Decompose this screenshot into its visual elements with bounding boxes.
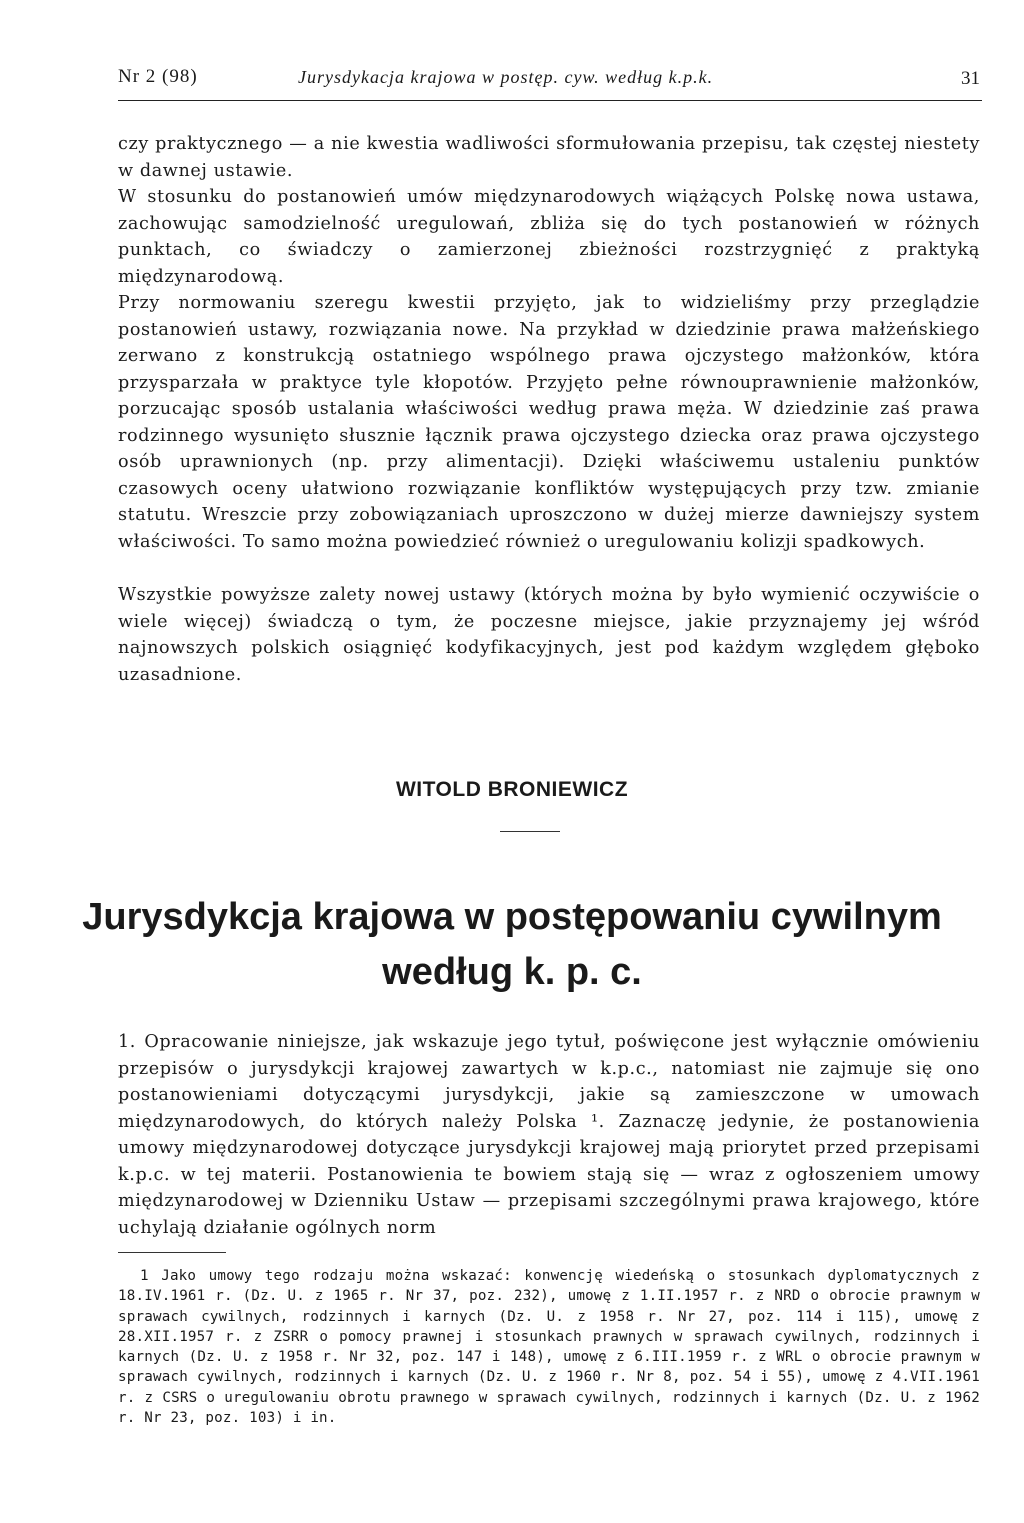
author-divider <box>500 831 560 832</box>
continued-text <box>118 131 980 555</box>
paragraph: 1. Opracowanie niniejsze, jak wskazuje jego tytuł, poświęcone jest wyłącznie omówieniu przepisów o jurysdykcji krajowej zawartych w k.p.c., natomiast nie zajmuje się ono postanowieniami dotyczącymi jurysdykcji, jakie są zamieszczone w umowach międzynarodowych, do których należy Polska ¹. Zaznaczę jedynie, że postanowienia umowy międzynarodowej dotyczące jurysdykcji krajowej mają priorytet przed przepisami k.p.c. w tej materii. Postanowienia te bowiem stają się — wraz z ogłoszeniem umowy międzynarodowej w Dzienniku Ustaw — przepisami szczególnymi prawa krajowego, które uchylają działanie ogólnych norm <box>118 1032 980 1238</box>
paragraph: Wszystkie powyższe zalety nowej ustawy (których można by było wymienić oczywiście o wiele więcej) świadczą o tym, że poczesne miejsce, jakie przyznajemy jej wśród najnowszych polskich osiągnięć kodyfikacyjnych, jest pod każdym względem głęboko uzasadnione. <box>118 585 980 685</box>
header-rule <box>118 100 982 101</box>
article-body <box>118 1029 980 1241</box>
footnote-divider <box>118 1252 226 1253</box>
page-number: 31 <box>961 68 980 89</box>
running-title: Jurysdykacja krajowa w postęp. cyw. według k.p.k. <box>298 67 714 87</box>
paragraph: Przy normowaniu szeregu kwestii przyjęto, jak to widzieliśmy przy przeglądzie postanowień ustawy, rozwiązania nowe. Na przykład w dziedzinie prawa małżeńskiego zerwano z konstrukcją ostatniego wspólnego prawa ojczystego małżonków, która przysparzała w praktyce tyle kłopotów. Przyjęto pełne równouprawnienie małżonków, porzucając sposób ustalania właściwości według prawa męża. W dziedzinie zaś prawa rodzinnego wysunięto słusznie łącznik prawa ojczystego dziecka oraz prawa ojczystego osób uprawnionych (np. przy alimentacji). Dzięki właściwemu ustaleniu punktów czasowych oceny ułatwiono rozwiązanie konfliktów występujących przy tzw. zmianie statutu. Wreszcie przy zobowiązaniach uproszczono w dużej mierze dawniejszy system właściwości. To samo można powiedzieć również o uregulowaniu kolizji spadkowych. <box>118 293 980 552</box>
article-title <box>0 890 1024 1000</box>
title-line: Jurysdykcja krajowa w postępowaniu cywilnym <box>82 896 942 938</box>
running-head <box>118 66 980 100</box>
footnote <box>118 1266 980 1428</box>
footnote-text: Jako umowy tego rodzaju można wskazać: konwencję wiedeńską o stosunkach dyplomatycznych z 18.IV.1961 r. (Dz. U. z 1965 r. Nr 37, poz. 232), umowę z 1.II.1957 r. z NRD o obrocie prawnym w sprawach cywilnych, rodzinnych i karnych (Dz. U. z 1958 r. Nr 27, poz. 114 i 115), umowę z 28.XII.1957 r. z ZSRR o pomocy prawnej i stosunkach prawnych w sprawach cywilnych, rodzinnych i karnych (Dz. U. z 1958 r. Nr 32, poz. 147 i 148), umowę z 6.III.1959 r. z WRL o obrocie prawnym w sprawach cywilnych, rodzinnych i karnych (Dz. U. z 1960 r. Nr 8, poz. 54 i 55), umowę z 4.VII.1961 r. z CSRS o uregulowaniu obrotu prawnego w sprawach cywilnych, rodzinnych i karnych (Dz. U. z 1962 r. Nr 23, poz. 103) i in. <box>118 1268 980 1427</box>
concluding-text <box>118 582 980 688</box>
article-author: WITOLD BRONIEWICZ <box>395 778 629 801</box>
paragraph: czy praktycznego — a nie kwestia wadliwości sformułowania przepisu, tak częstej niestety w dawnej ustawie. <box>118 134 980 181</box>
footnote-number: 1 <box>140 1268 149 1284</box>
issue-number: Nr 2 (98) <box>118 66 198 87</box>
title-line: według k. p. c. <box>382 951 642 993</box>
paragraph: W stosunku do postanowień umów międzynarodowych wiążących Polskę nowa ustawa, zachowując samodzielność uregulowań, zbliża się do tych postanowień w różnych punktach, co świadczy o zamierzonej zbieżności rozstrzygnięć z praktyką międzynarodową. <box>118 187 980 287</box>
